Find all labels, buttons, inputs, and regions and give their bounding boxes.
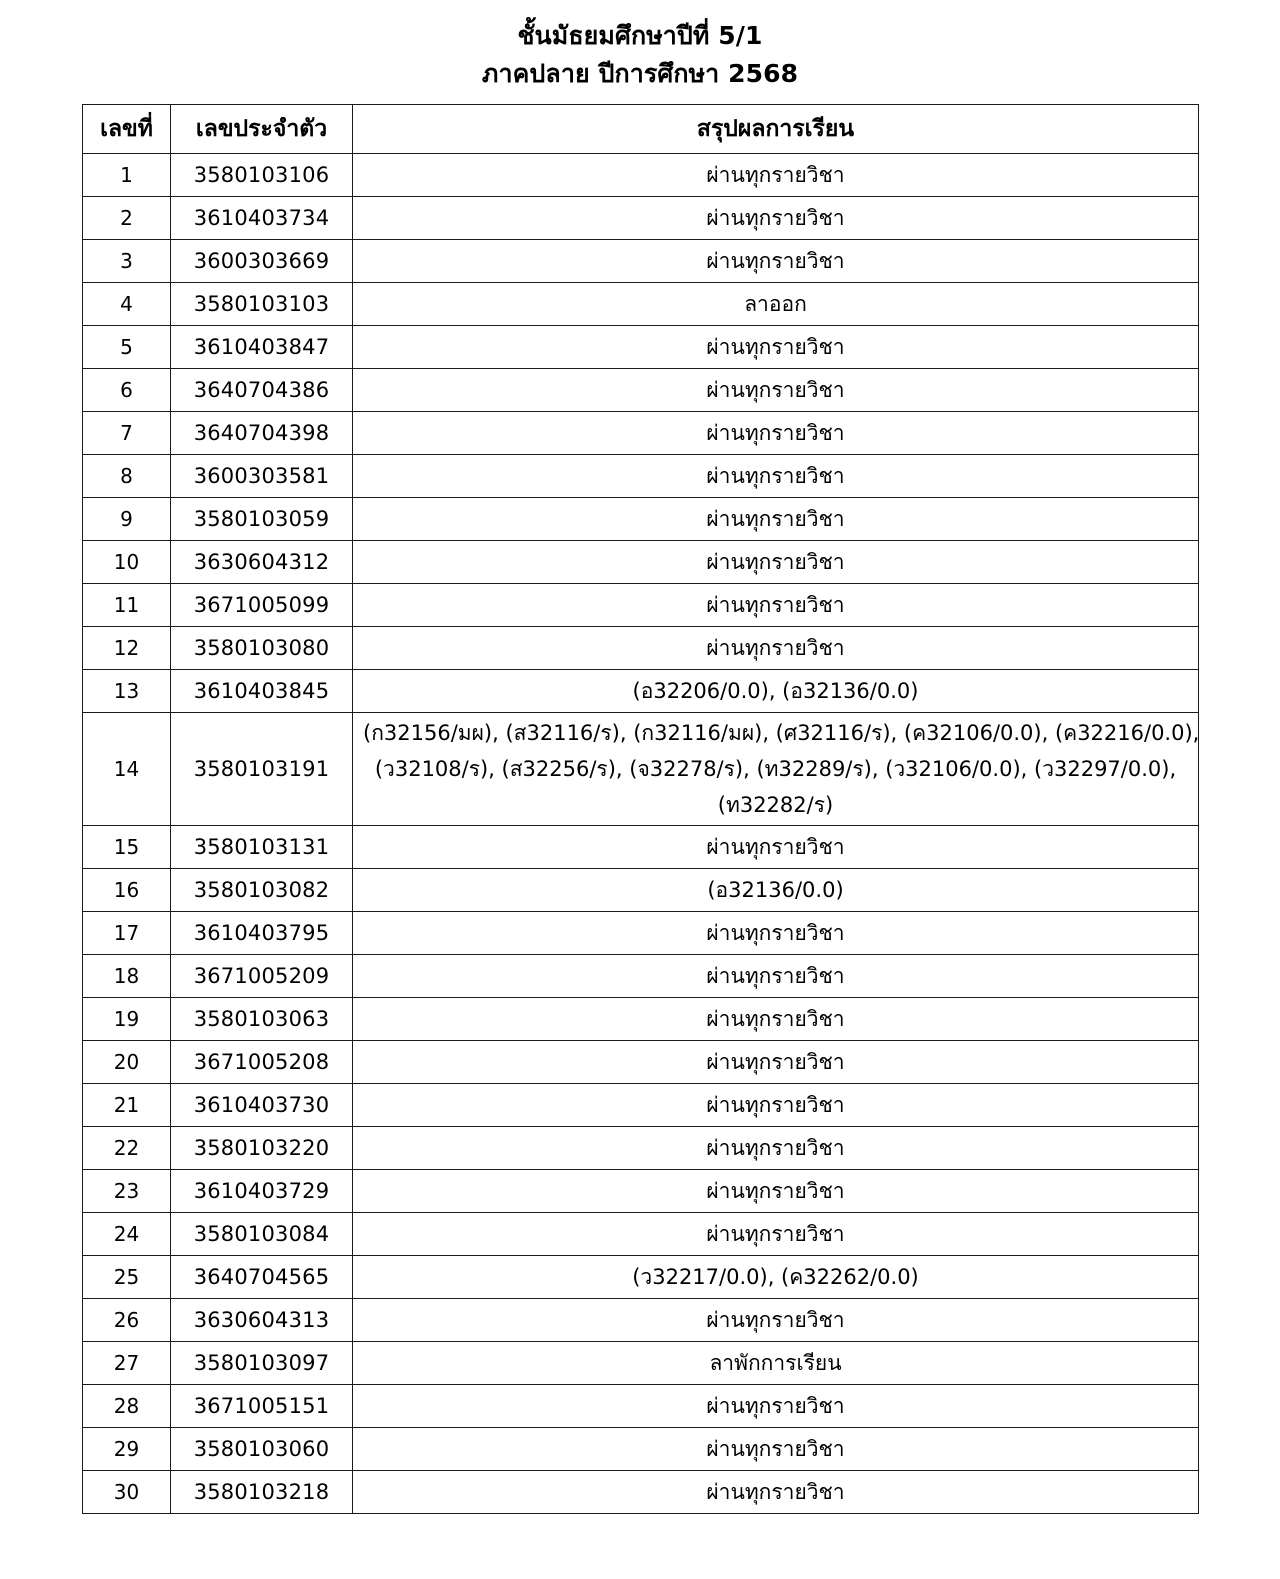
cell-result: ลาพักการเรียน	[353, 1342, 1199, 1385]
cell-no: 2	[83, 197, 171, 240]
table-row	[83, 412, 1199, 455]
table-header-row	[83, 105, 1199, 154]
cell-student-id: 3580103063	[171, 998, 353, 1041]
cell-student-id: 3580103220	[171, 1127, 353, 1170]
cell-result: ผ่านทุกรายวิชา	[353, 1299, 1199, 1342]
table-row	[83, 1041, 1199, 1084]
cell-result: ผ่านทุกรายวิชา	[353, 154, 1199, 197]
cell-result: ผ่านทุกรายวิชา	[353, 240, 1199, 283]
column-header-result: สรุปผลการเรียน	[353, 105, 1199, 154]
cell-result: ผ่านทุกรายวิชา	[353, 1084, 1199, 1127]
cell-result: (อ32136/0.0)	[353, 869, 1199, 912]
cell-no: 16	[83, 869, 171, 912]
cell-no: 7	[83, 412, 171, 455]
cell-result: ผ่านทุกรายวิชา	[353, 412, 1199, 455]
table-row	[83, 541, 1199, 584]
cell-result: ผ่านทุกรายวิชา	[353, 541, 1199, 584]
table-row	[83, 1385, 1199, 1428]
cell-student-id: 3610403845	[171, 670, 353, 713]
table-row	[83, 1256, 1199, 1299]
cell-student-id: 3671005209	[171, 955, 353, 998]
cell-result: ผ่านทุกรายวิชา	[353, 1170, 1199, 1213]
cell-result: ผ่านทุกรายวิชา	[353, 584, 1199, 627]
cell-student-id: 3580103191	[171, 713, 353, 826]
cell-no: 12	[83, 627, 171, 670]
table-header	[83, 105, 1199, 154]
cell-no: 6	[83, 369, 171, 412]
cell-student-id: 3580103060	[171, 1428, 353, 1471]
cell-result: (ว32217/0.0), (ค32262/0.0)	[353, 1256, 1199, 1299]
cell-result: ผ่านทุกรายวิชา	[353, 912, 1199, 955]
cell-no: 5	[83, 326, 171, 369]
cell-student-id: 3610403730	[171, 1084, 353, 1127]
cell-result: ผ่านทุกรายวิชา	[353, 1213, 1199, 1256]
document-header	[0, 0, 1280, 92]
cell-no: 13	[83, 670, 171, 713]
cell-student-id: 3580103082	[171, 869, 353, 912]
cell-result	[353, 713, 1199, 826]
cell-student-id: 3580103131	[171, 826, 353, 869]
result-line: (ท32282/ร)	[717, 793, 834, 817]
cell-result: ผ่านทุกรายวิชา	[353, 455, 1199, 498]
cell-no: 10	[83, 541, 171, 584]
cell-student-id: 3580103106	[171, 154, 353, 197]
cell-student-id: 3580103080	[171, 627, 353, 670]
cell-no: 18	[83, 955, 171, 998]
cell-no: 22	[83, 1127, 171, 1170]
cell-no: 4	[83, 283, 171, 326]
result-line: (ว32108/ร), (ส32256/ร), (จ32278/ร), (ท32289/ร), (ว32106/0.0), (ว32297/0.0),	[374, 757, 1177, 781]
cell-student-id: 3630604312	[171, 541, 353, 584]
cell-no: 20	[83, 1041, 171, 1084]
table-row	[83, 627, 1199, 670]
table-row	[83, 869, 1199, 912]
table-row	[83, 240, 1199, 283]
table-row	[83, 584, 1199, 627]
table-row	[83, 826, 1199, 869]
cell-result: ผ่านทุกรายวิชา	[353, 369, 1199, 412]
cell-student-id: 3600303581	[171, 455, 353, 498]
cell-result: ลาออก	[353, 283, 1199, 326]
cell-no: 17	[83, 912, 171, 955]
cell-student-id: 3610403734	[171, 197, 353, 240]
cell-no: 15	[83, 826, 171, 869]
cell-student-id: 3580103218	[171, 1471, 353, 1514]
cell-student-id: 3600303669	[171, 240, 353, 283]
table-body	[83, 154, 1199, 1514]
table-row	[83, 1471, 1199, 1514]
cell-student-id: 3671005099	[171, 584, 353, 627]
page-subtitle: ภาคปลาย ปีการศึกษา 2568	[481, 59, 799, 88]
table-row	[83, 1127, 1199, 1170]
cell-no: 1	[83, 154, 171, 197]
result-multiline	[353, 713, 1198, 825]
cell-no: 8	[83, 455, 171, 498]
results-table-container	[0, 104, 1280, 1514]
cell-no: 29	[83, 1428, 171, 1471]
cell-no: 19	[83, 998, 171, 1041]
cell-student-id: 3580103097	[171, 1342, 353, 1385]
table-row	[83, 369, 1199, 412]
table-row	[83, 326, 1199, 369]
column-header-no: เลขที่	[83, 105, 171, 154]
cell-no: 14	[83, 713, 171, 826]
cell-result: ผ่านทุกรายวิชา	[353, 1385, 1199, 1428]
cell-result: ผ่านทุกรายวิชา	[353, 326, 1199, 369]
cell-no: 23	[83, 1170, 171, 1213]
cell-result: ผ่านทุกรายวิชา	[353, 826, 1199, 869]
cell-result: (อ32206/0.0), (อ32136/0.0)	[353, 670, 1199, 713]
cell-no: 11	[83, 584, 171, 627]
cell-student-id: 3580103059	[171, 498, 353, 541]
cell-no: 21	[83, 1084, 171, 1127]
cell-student-id: 3640704386	[171, 369, 353, 412]
cell-result: ผ่านทุกรายวิชา	[353, 197, 1199, 240]
cell-student-id: 3640704565	[171, 1256, 353, 1299]
table-row	[83, 1213, 1199, 1256]
cell-no: 30	[83, 1471, 171, 1514]
table-row	[83, 1170, 1199, 1213]
student-results-table	[82, 104, 1199, 1514]
cell-no: 26	[83, 1299, 171, 1342]
cell-result: ผ่านทุกรายวิชา	[353, 1428, 1199, 1471]
cell-student-id: 3671005151	[171, 1385, 353, 1428]
table-row	[83, 283, 1199, 326]
cell-no: 25	[83, 1256, 171, 1299]
cell-no: 3	[83, 240, 171, 283]
result-line: (ก32156/มผ), (ส32116/ร), (ก32116/มผ), (ศ32116/ร), (ค32106/0.0), (ค32216/0.0),	[363, 721, 1200, 745]
cell-result: ผ่านทุกรายวิชา	[353, 998, 1199, 1041]
cell-result: ผ่านทุกรายวิชา	[353, 1041, 1199, 1084]
cell-result: ผ่านทุกรายวิชา	[353, 1127, 1199, 1170]
table-row	[83, 1428, 1199, 1471]
cell-student-id: 3610403847	[171, 326, 353, 369]
table-row	[83, 998, 1199, 1041]
cell-student-id: 3610403729	[171, 1170, 353, 1213]
table-row	[83, 154, 1199, 197]
cell-result: ผ่านทุกรายวิชา	[353, 1471, 1199, 1514]
cell-no: 27	[83, 1342, 171, 1385]
cell-student-id: 3640704398	[171, 412, 353, 455]
table-row	[83, 498, 1199, 541]
cell-student-id: 3580103103	[171, 283, 353, 326]
cell-result: ผ่านทุกรายวิชา	[353, 498, 1199, 541]
table-row	[83, 197, 1199, 240]
cell-student-id: 3610403795	[171, 912, 353, 955]
table-row	[83, 1299, 1199, 1342]
table-row	[83, 713, 1199, 826]
cell-no: 9	[83, 498, 171, 541]
cell-no: 28	[83, 1385, 171, 1428]
cell-no: 24	[83, 1213, 171, 1256]
cell-student-id: 3630604313	[171, 1299, 353, 1342]
table-row	[83, 955, 1199, 998]
table-row	[83, 1342, 1199, 1385]
table-row	[83, 912, 1199, 955]
table-row	[83, 1084, 1199, 1127]
cell-student-id: 3580103084	[171, 1213, 353, 1256]
page-title: ชั้นมัธยมศึกษาปีที่ 5/1	[517, 21, 763, 50]
cell-student-id: 3671005208	[171, 1041, 353, 1084]
table-row	[83, 670, 1199, 713]
cell-result: ผ่านทุกรายวิชา	[353, 627, 1199, 670]
table-row	[83, 455, 1199, 498]
cell-result: ผ่านทุกรายวิชา	[353, 955, 1199, 998]
column-header-student-id: เลขประจำตัว	[171, 105, 353, 154]
